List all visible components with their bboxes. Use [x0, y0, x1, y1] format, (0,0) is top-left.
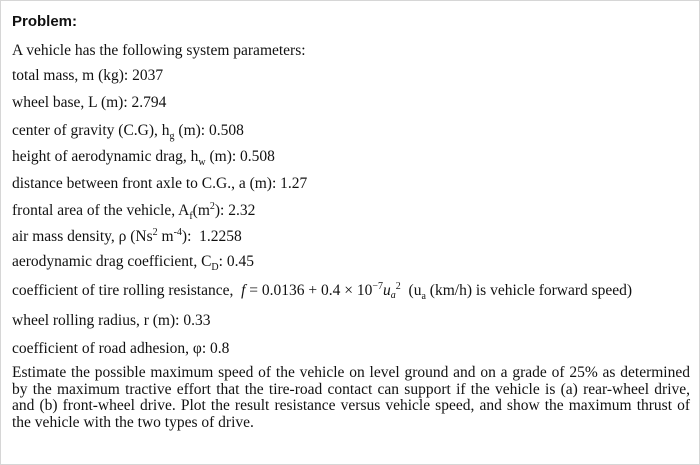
param-wheelbase-label: wheel base, L (m):	[12, 94, 128, 111]
param-rolling-label: coefficient of tire rolling resistance,	[12, 282, 234, 299]
rolling-note-sub: a	[421, 291, 426, 303]
param-wheelbase	[12, 94, 166, 112]
param-cg-sub: g	[169, 131, 175, 143]
param-frontal-label-end: ):	[214, 202, 225, 219]
task-description: Estimate the possible maximum speed of the vehicle on level ground and on a grade of 25% as determined by the maximum tractive effort that the tire-road contact can support if the vehicle is (a) rear-wheel drive, and (b) front-wheel drive. Plot the result resistance versus vehicle speed, and show the maximum thrust of the vehicle with the two types of drive.	[12, 364, 690, 431]
param-air-label-mid: m	[157, 228, 174, 245]
param-radius-value: 0.33	[183, 312, 211, 329]
rolling-formula-u: u	[383, 282, 391, 299]
param-drag-height	[12, 148, 275, 169]
param-rolling-radius	[12, 312, 210, 330]
rolling-formula-exponent: −7	[372, 281, 384, 292]
param-mass-value: 2037	[132, 67, 164, 84]
param-drag-coefficient	[12, 253, 254, 274]
rolling-note-end: (km/h) is vehicle forward speed)	[425, 282, 633, 299]
param-adhesion-value: 0.8	[210, 340, 230, 357]
rolling-formula	[241, 282, 401, 299]
param-cg-height	[12, 122, 244, 143]
param-drag-height-sub: w	[198, 157, 206, 169]
param-air-density	[12, 228, 242, 246]
param-drag-height-label-end: (m):	[205, 148, 237, 165]
param-frontal-sub: f	[189, 211, 193, 223]
param-frontal-label: frontal area of the vehicle, A	[12, 202, 190, 219]
intro-text: A vehicle has the following system parameters:	[12, 42, 306, 59]
param-air-label-end: ):	[181, 228, 192, 245]
param-frontal-area	[12, 200, 256, 223]
param-cg-label-end: (m):	[174, 122, 206, 139]
param-cd-value: 0.45	[226, 253, 254, 270]
param-adhesion-label: coefficient of road adhesion, φ:	[12, 340, 207, 357]
param-cd-label-end: :	[218, 253, 223, 270]
param-frontal-sup: 2	[209, 200, 215, 212]
param-air-sup-2: -4	[173, 226, 182, 238]
rolling-formula-f: f	[241, 282, 246, 299]
param-road-adhesion	[12, 340, 229, 358]
param-rolling-resistance	[12, 282, 632, 302]
rolling-formula-sup: 2	[395, 281, 401, 292]
param-drag-height-label: height of aerodynamic drag, h	[12, 148, 199, 165]
param-mass	[12, 67, 163, 85]
param-distance-value: 1.27	[280, 175, 308, 192]
param-distance	[12, 175, 307, 193]
rolling-formula-sub: a	[390, 290, 396, 301]
rolling-note: (u	[408, 282, 422, 299]
param-cd-sub: D	[211, 262, 219, 274]
param-cg-value: 0.508	[208, 122, 244, 139]
param-mass-label: total mass, m (kg):	[12, 67, 129, 84]
param-air-sup-1: 2	[152, 226, 158, 238]
param-drag-height-value: 0.508	[240, 148, 275, 165]
param-radius-label: wheel rolling radius, r (m):	[12, 312, 180, 329]
param-cd-label: aerodynamic drag coefficient, C	[12, 253, 212, 270]
param-air-label: air mass density, ρ (Ns	[12, 228, 153, 245]
param-distance-label: distance between front axle to C.G., a (m):	[12, 175, 277, 192]
param-cg-label: center of gravity (C.G), h	[12, 122, 170, 139]
param-frontal-value: 2.32	[228, 202, 256, 219]
param-air-value: 1.2258	[199, 228, 242, 245]
param-frontal-label-mid: (m	[192, 202, 210, 219]
rolling-formula-body: = 0.0136 + 0.4 × 10	[245, 282, 373, 299]
param-wheelbase-value: 2.794	[131, 94, 167, 111]
problem-title: Problem:	[12, 13, 78, 30]
